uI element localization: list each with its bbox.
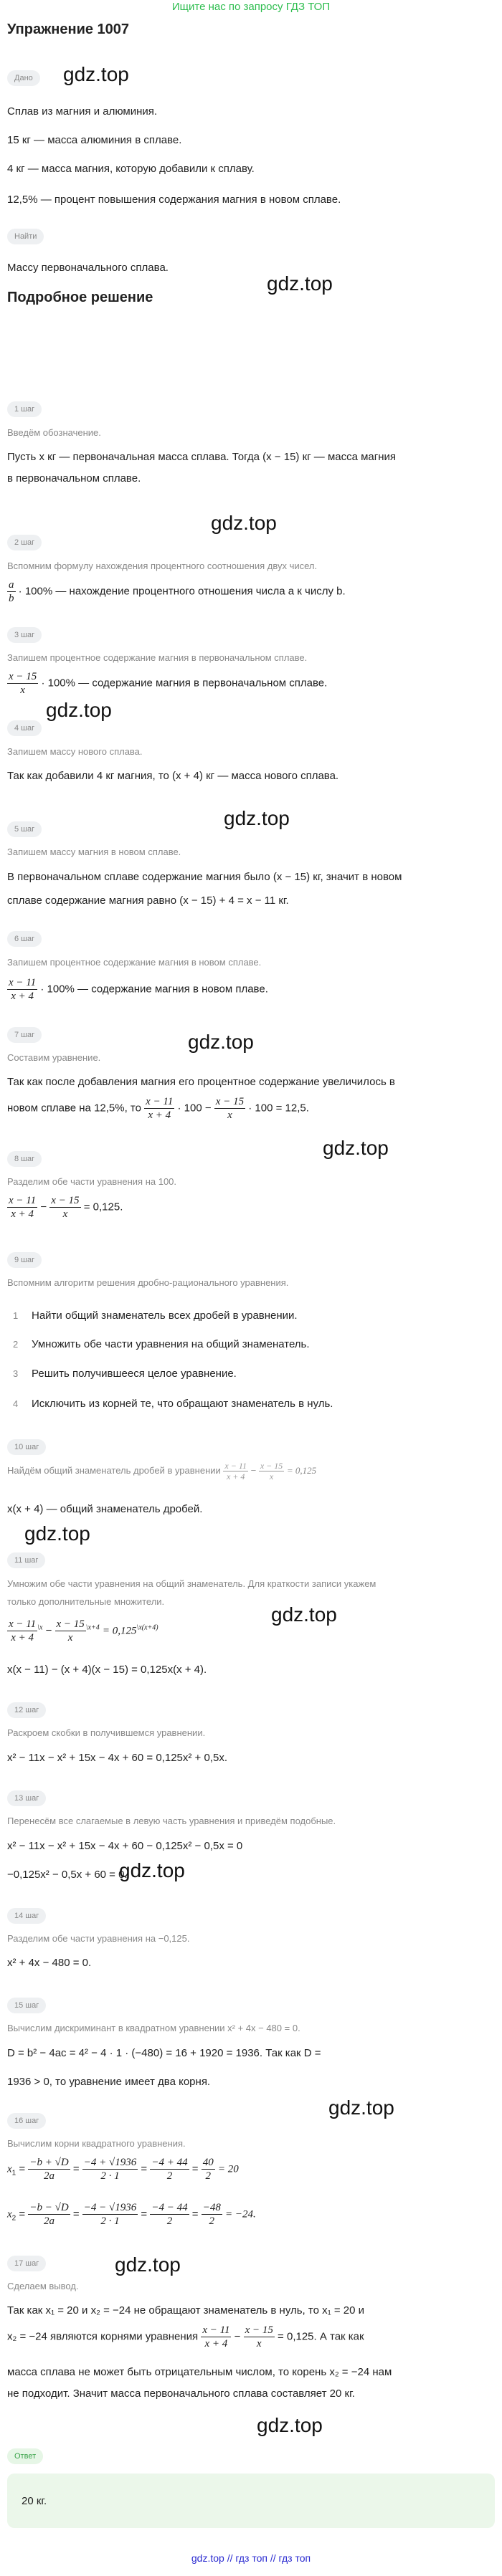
watermark: gdz.top — [115, 2253, 181, 2276]
fraction: $\frac{a}{b}$ — [9, 579, 14, 604]
step-line: x² − 11x − x² + 15x − 4x + 60 = 0,125x² + 0,5x. — [7, 1752, 227, 1764]
fraction: $\frac{-b + √D}{2a}$ — [29, 2157, 69, 2182]
step-pill: 12 шаг — [7, 1702, 46, 1718]
page-title: Упражнение 1007 — [7, 22, 130, 37]
step-pill: 2 шаг — [7, 535, 42, 550]
watermark: gdz.top — [267, 272, 333, 295]
step-note: Найдём общий знаменатель дробей в уравнении $\frac{x - 11}{x + 4}$ − $\frac{x - 15}{x}$ = 0,125 — [7, 1461, 317, 1482]
step-line: Так как добавили 4 кг магния, то (x + 4) кг — масса нового сплава. — [7, 770, 339, 782]
step-note: Введём обозначение. — [7, 427, 101, 438]
fraction: $\frac{-b - √D}{2a}$ — [29, 2202, 69, 2227]
step-note: Запишем процентное содержание магния в новом сплаве. — [7, 957, 262, 968]
watermark: gdz.top — [323, 1137, 389, 1159]
step-line: Так как x₁ = 20 и x₂ = −24 не обращают знаменатель в нуль, то x₁ = 20 и — [7, 2304, 364, 2317]
fraction: $\frac{x - 11}{x + 4}$ — [224, 1461, 247, 1482]
fraction: $\frac{-4 - √1936}{2 \cdot 1}$ — [83, 2202, 137, 2227]
step-note: Запишем массу нового сплава. — [7, 746, 143, 757]
watermark: gdz.top — [63, 63, 129, 85]
step-pill: 9 шаг — [7, 1252, 42, 1268]
step-pill: 1 шаг — [7, 401, 42, 417]
fraction: $\frac{x - 15}{x}$ — [245, 2324, 273, 2350]
step-line: не подходит. Значит масса первоначального сплава составляет 20 кг. — [7, 2387, 355, 2400]
step-note: Перенесём все слагаемые в левую часть уравнения и приведём подобные. — [7, 1816, 336, 1826]
watermark: gdz.top — [271, 1603, 337, 1626]
formula-line: новом сплаве на 12,5%, то $\frac{x - 11}{x + 4}$ · 100 − $\frac{x - 15}{x}$ · 100 = 12,5. — [7, 1096, 309, 1121]
step-line: x² + 4x − 480 = 0. — [7, 1957, 92, 1969]
fraction: $\frac{x - 15}{x}$ — [215, 1096, 245, 1121]
watermark: gdz.top — [211, 512, 277, 534]
watermark: gdz.top — [46, 699, 112, 721]
formula-line-x1: $x_1$ = $\frac{-b + √D}{2a}$ = $\frac{-4 + √1936}{2 \cdot 1}$ = $\frac{-4 + 44}{2}$ = $\frac{40}{2}$ = 20 — [7, 2157, 239, 2182]
step-line: Пусть x кг — первоначальная масса сплава. Тогда (x − 15) кг — масса магния — [7, 451, 397, 463]
fraction: $\frac{x - 15}{x}$ — [260, 1461, 283, 1482]
step-line: −0,125x² − 0,5x + 60 = 0. — [7, 1869, 128, 1881]
step-note: Запишем массу магния в новом сплаве. — [7, 846, 181, 857]
step-pill: 15 шаг — [7, 1998, 46, 2013]
step-line: x(x − 11) − (x + 4)(x − 15) = 0,125x(x + 4). — [7, 1664, 207, 1676]
find-line: Массу первоначального сплава. — [7, 262, 169, 274]
formula-line: $\frac{x - 11}{x + 4}$ − $\frac{x - 15}{x}$ = 0,125. — [9, 1195, 123, 1220]
list-item: 2 Умножить обе части уравнения на общий знаменатель. — [13, 1338, 310, 1350]
step-note: Вспомним алгоритм решения дробно-рационального уравнения. — [7, 1277, 289, 1288]
top-banner[interactable]: Ищите нас по запросу ГДЗ ТОП — [171, 1, 331, 13]
step-pill: 4 шаг — [7, 720, 42, 736]
step-note: Составим уравнение. — [7, 1052, 101, 1063]
step-pill: 10 шаг — [7, 1439, 46, 1455]
step-line: сплаве содержание магния равно (x − 15) + 4 = x − 11 кг. — [7, 895, 289, 907]
answer-pill: Ответ — [7, 2448, 43, 2464]
step-pill: 3 шаг — [7, 627, 42, 643]
step-note: Разделим обе части уравнения на 100. — [7, 1176, 177, 1187]
step-note: Сделаем вывод. — [7, 2281, 79, 2291]
step-note: только дополнительные множители. — [7, 1596, 165, 1607]
step-line: x(x + 4) — общий знаменатель дробей. — [7, 1503, 203, 1515]
formula-line: $\frac{x - 11}{x + 4}$ $^{\backslash x}$ − $\frac{x - 15}{x}$ $^{\backslash x+4} = 0,125^{\backslash x(x+4)}$ — [9, 1618, 158, 1644]
step-pill: 16 шаг — [7, 2113, 46, 2129]
step-pill: 17 шаг — [7, 2256, 46, 2271]
watermark: gdz.top — [257, 2414, 323, 2436]
step-line: 1936 > 0, то уравнение имеет два корня. — [7, 2076, 211, 2088]
fraction: $\frac{-4 + √1936}{2 \cdot 1}$ — [83, 2157, 137, 2182]
given-line: 12,5% — процент повышения содержания магния в новом сплаве. — [7, 194, 341, 206]
step-pill: 14 шаг — [7, 1908, 46, 1924]
fraction: $\frac{-48}{2}$ — [202, 2202, 221, 2227]
step-note: Вычислим корни квадратного уравнения. — [7, 2138, 186, 2149]
step-note: Умножим обе части уравнения на общий знаменатель. Для краткости записи укажем — [7, 1578, 376, 1589]
fraction: $\frac{x - 11}{x + 4}$ — [146, 1096, 174, 1121]
step-line: В первоначальном сплаве содержание магния было (x − 15) кг, значит в новом — [7, 871, 402, 883]
step-pill: 11 шаг — [7, 1552, 45, 1568]
list-item: 3 Решить получившееся целое уравнение. — [13, 1368, 237, 1380]
step-note: Разделим обе части уравнения на −0,125. — [7, 1933, 190, 1944]
step-pill: 7 шаг — [7, 1027, 42, 1043]
fraction: $\frac{x - 11}{x + 4}$ — [9, 1195, 37, 1220]
step-pill: 5 шаг — [7, 821, 42, 837]
given-line: 4 кг — масса магния, которую добавили к сплаву. — [7, 163, 255, 175]
answer-box — [7, 2474, 495, 2528]
fraction: $\frac{40}{2}$ — [202, 2157, 214, 2182]
given-line: 15 кг — масса алюминия в сплаве. — [7, 134, 182, 146]
formula-line: $\frac{a}{b}$ · 100% — нахождение процентного отношения числа a к числу b. — [9, 579, 346, 604]
fraction: $\frac{-4 + 44}{2}$ — [151, 2157, 188, 2182]
step-note: Вычислим дискриминант в квадратном уравнении x² + 4x − 480 = 0. — [7, 2023, 300, 2033]
watermark: gdz.top — [24, 1522, 90, 1545]
solution-title: Подробное решение — [7, 290, 153, 305]
fraction: $\frac{x - 11}{x + 4}$ — [9, 977, 37, 1002]
fraction: $\frac{x - 11}{x + 4}$ — [202, 2324, 230, 2350]
watermark: gdz.top — [119, 1859, 185, 1881]
step-pill: 13 шаг — [7, 1790, 46, 1806]
fraction: $\frac{x - 15}{x}$ — [51, 1195, 80, 1220]
list-item: 1 Найти общий знаменатель всех дробей в уравнении. — [13, 1310, 298, 1322]
step-note: Запишем процентное содержание магния в первоначальном сплаве. — [7, 652, 308, 663]
step-line: в первоначальном сплаве. — [7, 472, 141, 485]
watermark: gdz.top — [328, 2096, 394, 2119]
step-note: Раскроем скобки в получившемся уравнении. — [7, 1727, 206, 1738]
formula-line: $\frac{x - 15}{x}$ · 100% — содержание магния в первоначальном сплаве. — [9, 671, 328, 696]
given-pill: Дано — [7, 70, 40, 86]
fraction: $\frac{-4 - 44}{2}$ — [151, 2202, 188, 2227]
fraction: $\frac{x - 15}{x}$ — [56, 1618, 85, 1644]
step-line: масса сплава не может быть отрицательным числом, то корень x₂ = −24 нам — [7, 2366, 392, 2378]
given-line: Сплав из магния и алюминия. — [7, 105, 158, 118]
step-pill: 8 шаг — [7, 1151, 42, 1167]
step-line: D = b² − 4ac = 4² − 4 · 1 · (−480) = 16 + 1920 = 1936. Так как D = — [7, 2047, 321, 2059]
formula-line: x₂ = −24 являются корнями уравнения $\frac{x - 11}{x + 4}$ − $\frac{x - 15}{x}$ = 0,125. А так как — [7, 2324, 364, 2350]
formula-line: $\frac{x - 11}{x + 4}$ · 100% — содержание магния в новом плаве. — [9, 977, 268, 1002]
step-note: Вспомним формулу нахождения процентного соотношения двух чисел. — [7, 560, 318, 571]
watermark: gdz.top — [188, 1031, 254, 1053]
watermark: gdz.top — [224, 807, 290, 829]
fraction: $\frac{x - 15}{x}$ — [9, 671, 37, 696]
list-item: 4 Исключить из корней те, что обращают знаменатель в нуль. — [13, 1398, 333, 1410]
find-pill: Найти — [7, 229, 44, 244]
footer-links[interactable]: gdz.top // гдз топ // гдз топ — [191, 2552, 311, 2564]
formula-line-x2: $x_2$ = $\frac{-b - √D}{2a}$ = $\frac{-4 - √1936}{2 \cdot 1}$ = $\frac{-4 - 44}{2}$ = $\frac{-48}{2}$ = −24. — [7, 2202, 256, 2227]
step-line: Так как после добавления магния его процентное содержание увеличилось в — [7, 1076, 395, 1088]
answer-text: 20 кг. — [22, 2495, 47, 2507]
fraction: $\frac{x - 11}{x + 4}$ — [9, 1618, 37, 1644]
step-line: x² − 11x − x² + 15x − 4x + 60 − 0,125x² − 0,5x = 0 — [7, 1840, 243, 1852]
step-pill: 6 шаг — [7, 931, 42, 947]
